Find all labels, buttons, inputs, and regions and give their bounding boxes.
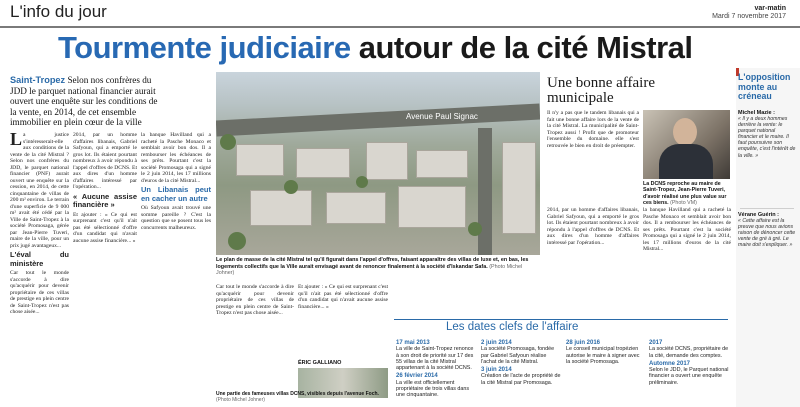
villa-block bbox=[296, 148, 350, 178]
dates-column-1 bbox=[396, 338, 476, 399]
villas-caption-credit: (Photo Michel Johner) bbox=[216, 396, 265, 403]
article-col2-subhead: « Aucune assise financière » bbox=[73, 191, 137, 209]
article-col1-text: a justice s'intéresserait-elle aux conditions de la vente de la cité Mistral ? Selon nos confrères du JDD, le parquet national financier (PNF) aurait ouvert une enquête sur la cession, en 2014, de cette cinquantaine de villas de 200 m² environ. Le terrain d'une superficie de 9 000 m² avait été cédé par la Ville de Saint-Tropez à la société Promosaga, gérée par Jean-Pierre Tuveri, maire de la ville, pour un prix jugé avantageux... bbox=[10, 132, 69, 249]
date-label: 2 juin 2014 bbox=[481, 340, 512, 346]
article-col1-text-b: Car tout le monde s'accorde à dire qu'acquérir pour devenir propriétaire de ces villas de prestige en plein centre de Saint-Tropez n'est pas chose aisée... bbox=[10, 270, 69, 315]
header-rule bbox=[0, 26, 800, 28]
key-dates-title: Les dates clefs de l'affaire bbox=[446, 321, 579, 333]
article-column-1 bbox=[10, 132, 69, 404]
road-label: Avenue Paul Signac bbox=[406, 112, 478, 121]
article-column-3 bbox=[141, 132, 211, 404]
villas-caption-text: Une partie des fameuses villas DCNS, visibles depuis l'avenue Foch. bbox=[216, 391, 379, 397]
date-label: 28 juin 2016 bbox=[566, 340, 601, 346]
date-text: La ville de Saint-Tropez renonce à son droit de priorité sur 17 des 55 villas de la cité Mistral appartenant à la société DCNS. bbox=[396, 346, 474, 372]
sidebar-quote1-text: « Il y a deux hommes derrière la vente: le parquet national financier et le maire. Il faut poursuivre son enquête, c'est l'intérêt de la ville. » bbox=[738, 116, 796, 159]
article-col4-text: Car tout le monde s'accorde à dire qu'acquérir pour devenir propriétaire de ces villas de prestige en plein centre de Saint-Tropez n'est pas chose aisée... bbox=[216, 284, 294, 316]
article-col3-subhead: Un Libanais peut en cacher un autre bbox=[141, 185, 211, 203]
villa-block bbox=[398, 186, 466, 228]
lead-place: Saint-Tropez bbox=[10, 75, 66, 85]
drop-cap: L bbox=[10, 132, 23, 149]
article-column-4 bbox=[216, 284, 294, 404]
article-col1-subhead: L'éval du ministère bbox=[10, 250, 69, 268]
article-col5-text: Et ajouter : « Ce qui est surprenant c'est qu'il n'ait pas été sélectionné d'offre d'un candidat qui n'avait aucune assise financière... » bbox=[298, 284, 388, 310]
dates-column-4 bbox=[649, 338, 729, 386]
sidebar-quote-2 bbox=[738, 212, 796, 248]
villa-block bbox=[416, 150, 468, 178]
sidebar-quote2-name: Vérane Guérin : bbox=[738, 212, 779, 218]
article-col2-text-b: Et ajouter : « Ce qui est surprenant c'est qu'il n'ait pas été sélectionné d'offre d'un candidat qui n'avait aucune assise financière... » bbox=[73, 211, 137, 244]
photo-caption-text: Le plan de masse de la cité Mistral tel qu'il figurait dans l'appel d'offres, faisant apparaître des villas de luxe et, en bas, les logements collectifs que la Ville aurait envisagé avant de renoncer finalement à la société d'Iskandar Safa. bbox=[216, 257, 529, 270]
date-text: Le conseil municipal tropézien autorise le maire à signer avec la société Promosaga. bbox=[566, 346, 640, 365]
sidebar-quote-1 bbox=[738, 110, 796, 159]
side-road bbox=[478, 128, 492, 255]
newspaper-name: var-matin bbox=[754, 5, 786, 12]
article-col3-text: la banque Havilland qui a racheté la Pasche Monaco et semblait avoir bon dos. Il a rembourser les échéances de ses prêts. Pourtant c'est la société Promosaga qui a signé le 2 juin 2014, les 17 millions d'euros de la cité Mistral... bbox=[141, 132, 211, 184]
lead-paragraph bbox=[10, 75, 160, 128]
article-col2-text: 2014, par un homme d'affaires libanais, Gabriel Safyoun, qui a emporté le gros lot. Ils étaient pourtant nombreux à avoir répondu à l'appel d'offres de DCNS. Et aux dires d'un homme d'affaires intéressé par l'opération... bbox=[73, 132, 137, 190]
article-column-2 bbox=[73, 132, 137, 404]
date-text: Création de l'acte de propriété de la cité Mistral par Promosaga. bbox=[481, 373, 561, 386]
site-plan-image bbox=[216, 72, 540, 255]
section-rubric: L'info du jour bbox=[10, 2, 107, 21]
page-headline bbox=[58, 30, 693, 66]
sidebar-quote2-text: « Cette affaire est la preuve que nous avions raison de dénoncer cette vente de gré à gré. Le maire doit s'expliquer. » bbox=[738, 218, 796, 249]
side-story-column-3 bbox=[643, 207, 731, 317]
mayor-portrait bbox=[643, 110, 730, 179]
date-text: La société DCNS, propriétaire de la cité, demande des comptes. bbox=[649, 346, 729, 359]
sidebar-divider bbox=[740, 208, 794, 209]
side-story-text-2: 2014, par un homme d'affaires libanais, Gabriel Safyoun, qui a emporté le gros lot. Ils étaient pourtant nombreux à avoir répondu à l'appel d'offres de DCNS. Et aux dires d'un homme d'affaires intéressé par l'opération... bbox=[547, 207, 639, 246]
photo-caption bbox=[216, 257, 540, 277]
date-text: Selon le JDD, le Parquet national financier a ouvert une enquête préliminaire. bbox=[649, 367, 729, 386]
date-label: 2017 bbox=[649, 340, 663, 346]
villa-block bbox=[366, 142, 408, 180]
photo-credit: (Photo Michel Johner) bbox=[216, 263, 523, 276]
dates-column-2 bbox=[481, 338, 561, 386]
sidebar-quote1-name: Michel Mazie : bbox=[738, 110, 775, 116]
villas-photo-caption bbox=[216, 392, 390, 404]
headline-part2: autour de la cité Mistral bbox=[358, 30, 693, 65]
portrait-credit: (Photo VM) bbox=[670, 199, 697, 206]
date-label: 17 mai 2013 bbox=[396, 340, 430, 346]
date-text: La ville est officiellement propriétaire de trois villas dans une cinquantaine. bbox=[396, 379, 470, 399]
side-heading-line2: municipale bbox=[547, 90, 614, 106]
portrait-caption bbox=[643, 181, 731, 206]
issue-date: Mardi 7 novembre 2017 bbox=[712, 13, 786, 20]
tree-icon bbox=[228, 232, 246, 250]
headline-part1: Tourmente judiciaire bbox=[58, 30, 351, 65]
tree-icon bbox=[284, 180, 298, 194]
dates-column-3 bbox=[566, 338, 644, 365]
lead-text: Selon nos confrères du JDD le parquet national financier aurait ouvert une enquête sur les conditions de la vente, en 2014, de cet ensemble immobilier en plein cœur de la ville bbox=[10, 75, 158, 127]
side-story-text: Il n'y a pas que le tandem libanais qui a fait une bonne affaire lors de la vente de la cité Mistral. La municipalité de Saint-Tropez aussi ! Profit que de promoteur l'ensemble du domaine. elle s'est retrouvée le bien en droit de préempter. bbox=[547, 110, 639, 149]
date-text: La société Promosaga, fondée par Gabriel Safyoun réalise l'achat de la cité Mistral. bbox=[481, 346, 555, 365]
villa-block bbox=[502, 142, 536, 234]
side-story-text-3: la banque Havilland qui a racheté la Pasche Monaco et semblait avoir bon dos. Il a rembourser les échéances de ses prêts. Pourtant c'est la société Promosaga qui a signé le 2 juin 2014, les 17 millions d'euros de la cité Mistral... bbox=[643, 207, 731, 252]
portrait-caption-text: La DCNS reproche au maire de Saint-Tropez, Jean-Pierre Tuveri, d'avoir réalisé une plus value sur ces biens. bbox=[643, 181, 727, 206]
portrait-body bbox=[659, 144, 713, 179]
side-story-column-2 bbox=[547, 207, 639, 317]
portrait-head bbox=[673, 118, 697, 146]
sidebar-title: L'opposition monte au créneau bbox=[738, 72, 791, 102]
date-label: 26 février 2014 bbox=[396, 373, 438, 380]
article-col3-text-b: Où Safyoun avait trouvé une somme pareille ? C'est la question que se posent tous les concurrents malheureux. bbox=[141, 205, 211, 231]
date-label: 3 juin 2014 bbox=[481, 367, 512, 374]
villa-block bbox=[236, 144, 284, 176]
tree-icon bbox=[468, 222, 482, 236]
author-byline: ÉRIC GALLIANO bbox=[298, 360, 342, 366]
tree-icon bbox=[220, 134, 236, 150]
side-heading-line1: Une bonne affaire bbox=[547, 75, 656, 91]
side-story-heading bbox=[547, 76, 655, 106]
villa-block bbox=[250, 190, 312, 226]
villa-block bbox=[326, 192, 386, 224]
date-label: Automne 2017 bbox=[649, 360, 691, 367]
tree-icon bbox=[356, 176, 368, 188]
